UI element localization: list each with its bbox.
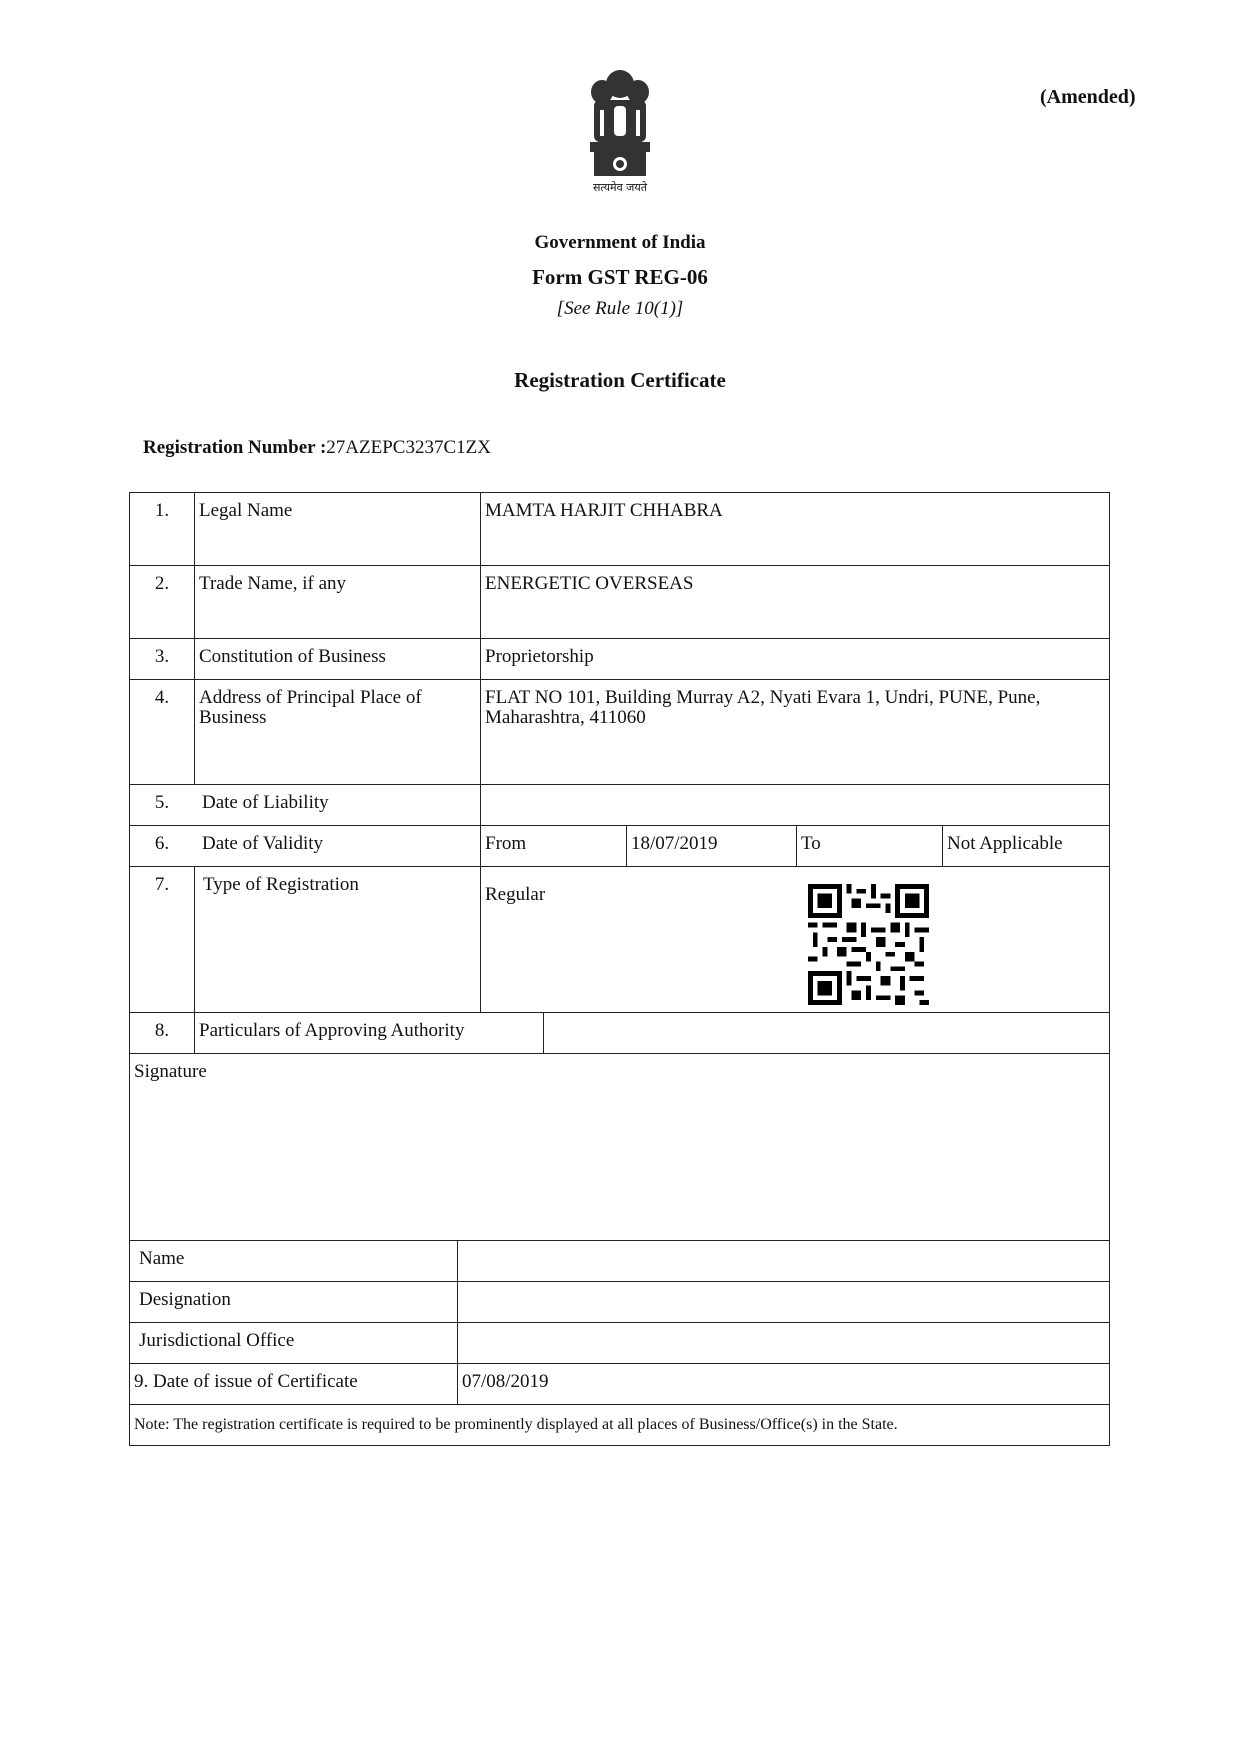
authority-row: [129, 1240, 1110, 1282]
government-heading: Government of India: [534, 232, 706, 253]
row-label: Type of Registration: [194, 867, 480, 1012]
row-value: Regular: [480, 867, 1111, 1012]
authority-value: [457, 1241, 1111, 1281]
row-number: 7.: [154, 874, 170, 895]
authority-label: Jurisdictional Office: [139, 1330, 295, 1351]
certificate-title: Registration Certificate: [514, 368, 726, 392]
row-label: Date of Validity: [202, 833, 324, 854]
registration-number: 27AZEPC3237C1ZX: [326, 437, 491, 458]
form-title: Form GST REG-06: [532, 265, 708, 289]
row-value: [543, 1013, 1111, 1053]
rule-reference: [See Rule 10(1)]: [556, 298, 684, 319]
authority-row: [129, 1322, 1110, 1364]
row-label: Date of Liability: [202, 792, 329, 813]
registration-number-line: [143, 437, 491, 459]
row-label: Address of Principal Place of Business: [194, 680, 480, 784]
authority-value: [457, 1323, 1111, 1363]
row-number: 3.: [154, 646, 170, 667]
signature-label: Signature: [134, 1061, 207, 1082]
authority-row: [129, 1281, 1110, 1323]
table-row: [129, 866, 1110, 1013]
authority-value: [457, 1282, 1111, 1322]
row-number: 1.: [154, 500, 170, 521]
national-emblem-icon: [578, 66, 662, 196]
authority-label: Name: [139, 1248, 185, 1269]
row-label: Legal Name: [194, 493, 480, 565]
row-label: Constitution of Business: [194, 639, 480, 679]
row-value: Proprietorship: [480, 639, 1111, 679]
row-number: 8.: [154, 1020, 170, 1041]
registration-number-label: Registration Number :: [143, 437, 327, 458]
emblem-motto: सत्यमेव जयते: [592, 181, 647, 194]
authority-label: 9. Date of issue of Certificate: [134, 1371, 358, 1392]
row-number: 6.: [154, 833, 170, 854]
row-value: ENERGETIC OVERSEAS: [480, 566, 1111, 638]
issue-date: 07/08/2019: [457, 1364, 1111, 1404]
authority-label: Designation: [139, 1289, 231, 1310]
qr-code-icon: [808, 884, 929, 1005]
table-row: [129, 638, 1110, 680]
validity-row: [129, 825, 1110, 867]
table-row: [129, 492, 1110, 566]
row-label: Particulars of Approving Authority: [194, 1013, 543, 1053]
validity-from-date: 18/07/2019: [626, 826, 796, 866]
row-number: 5.: [154, 792, 170, 813]
row-value: FLAT NO 101, Building Murray A2, Nyati Evara 1, Undri, PUNE, Pune, Maharashtra, 411060: [480, 680, 1111, 784]
validity-to-value: Not Applicable: [942, 826, 1111, 866]
row-value: [480, 785, 1111, 825]
amended-label: (Amended): [1040, 86, 1136, 108]
row-number: 4.: [154, 687, 170, 708]
table-row: [129, 679, 1110, 785]
table-row: [129, 784, 1110, 826]
row-value: MAMTA HARJIT CHHABRA: [480, 493, 1111, 565]
note-row: [129, 1404, 1110, 1446]
row-label: Trade Name, if any: [194, 566, 480, 638]
signature-box: [129, 1053, 1110, 1241]
table-row: [129, 1012, 1110, 1054]
table-row: [129, 565, 1110, 639]
row-number: 2.: [154, 573, 170, 594]
note-text: Note: The registration certificate is required to be prominently displayed at all places of Business/Office(s) in the State.: [134, 1416, 898, 1433]
validity-from-label: From: [480, 826, 626, 866]
validity-to-label: To: [796, 826, 942, 866]
authority-row: [129, 1363, 1110, 1405]
